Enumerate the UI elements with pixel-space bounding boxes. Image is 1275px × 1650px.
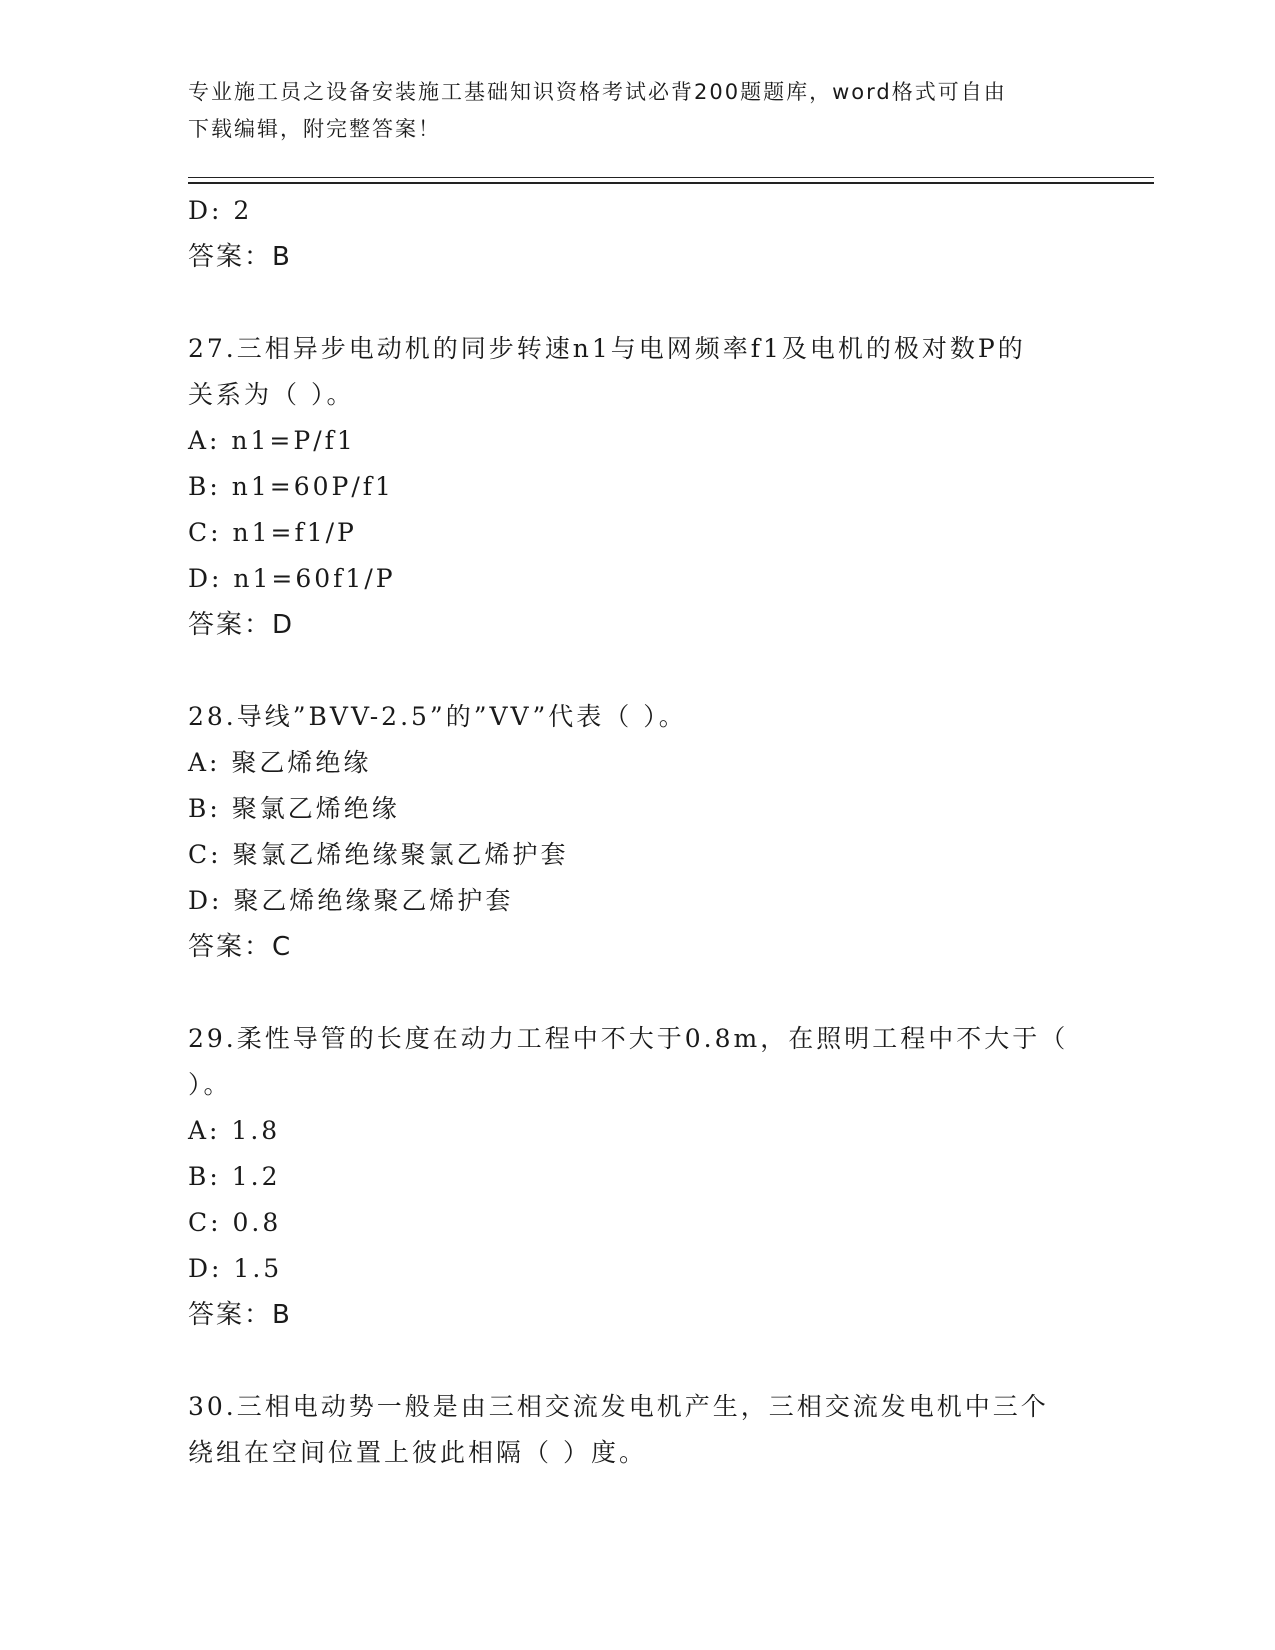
question-27 [188,326,1088,648]
option-a: A: 聚乙烯绝缘 [188,748,372,777]
question-26-tail [188,188,1088,280]
answer-label: 答案：B [188,1300,292,1330]
header-title-line-1: 专业施工员之设备安装施工基础知识资格考试必背200题题库，word格式可自由 [188,80,1007,104]
answer-label: 答案：C [188,932,293,962]
option-b: B: n1=60P/f1 [188,472,394,501]
option-c: C: 聚氯乙烯绝缘聚氯乙烯护套 [188,840,569,869]
option-a: A: n1=P/f1 [188,426,356,455]
question-list [188,188,1088,1476]
spacer [188,1338,1088,1384]
option-d: D: 1.5 [188,1254,283,1283]
spacer [188,648,1088,694]
question-29 [188,1016,1088,1338]
option-c: C: n1=f1/P [188,518,357,547]
question-stem: 27.三相异步电动机的同步转速n1与电网频率f1及电机的极对数P的 [188,334,1026,363]
header-title-line-2: 下载编辑，附完整答案！ [188,117,441,141]
option-b: B: 1.2 [188,1162,281,1191]
option-b: B: 聚氯乙烯绝缘 [188,794,400,823]
question-stem-cont: 绕组在空间位置上彼此相隔（ ）度。 [188,1438,647,1467]
answer-label: 答案：D [188,610,295,640]
question-stem-cont: ）。 [188,1070,232,1099]
header-divider-thick [188,182,1154,184]
question-stem: 29.柔性导管的长度在动力工程中不大于0.8m，在照明工程中不大于（ [188,1024,1069,1053]
document-header [188,74,1068,148]
spacer [188,970,1088,1016]
option-d: D: 2 [188,196,253,225]
question-30 [188,1384,1088,1476]
question-stem: 28.导线”BVV-2.5”的”VV”代表（ ）。 [188,702,687,731]
question-stem: 30.三相电动势一般是由三相交流发电机产生，三相交流发电机中三个 [188,1392,1049,1421]
option-c: C: 0.8 [188,1208,282,1237]
answer-label: 答案：B [188,242,292,272]
spacer [188,280,1088,326]
option-d: D: 聚乙烯绝缘聚乙烯护套 [188,886,514,915]
header-divider-thin [188,177,1154,178]
option-a: A: 1.8 [188,1116,281,1145]
question-28 [188,694,1088,970]
option-d: D: n1=60f1/P [188,564,396,593]
question-stem-cont: 关系为（ ）。 [188,380,355,409]
